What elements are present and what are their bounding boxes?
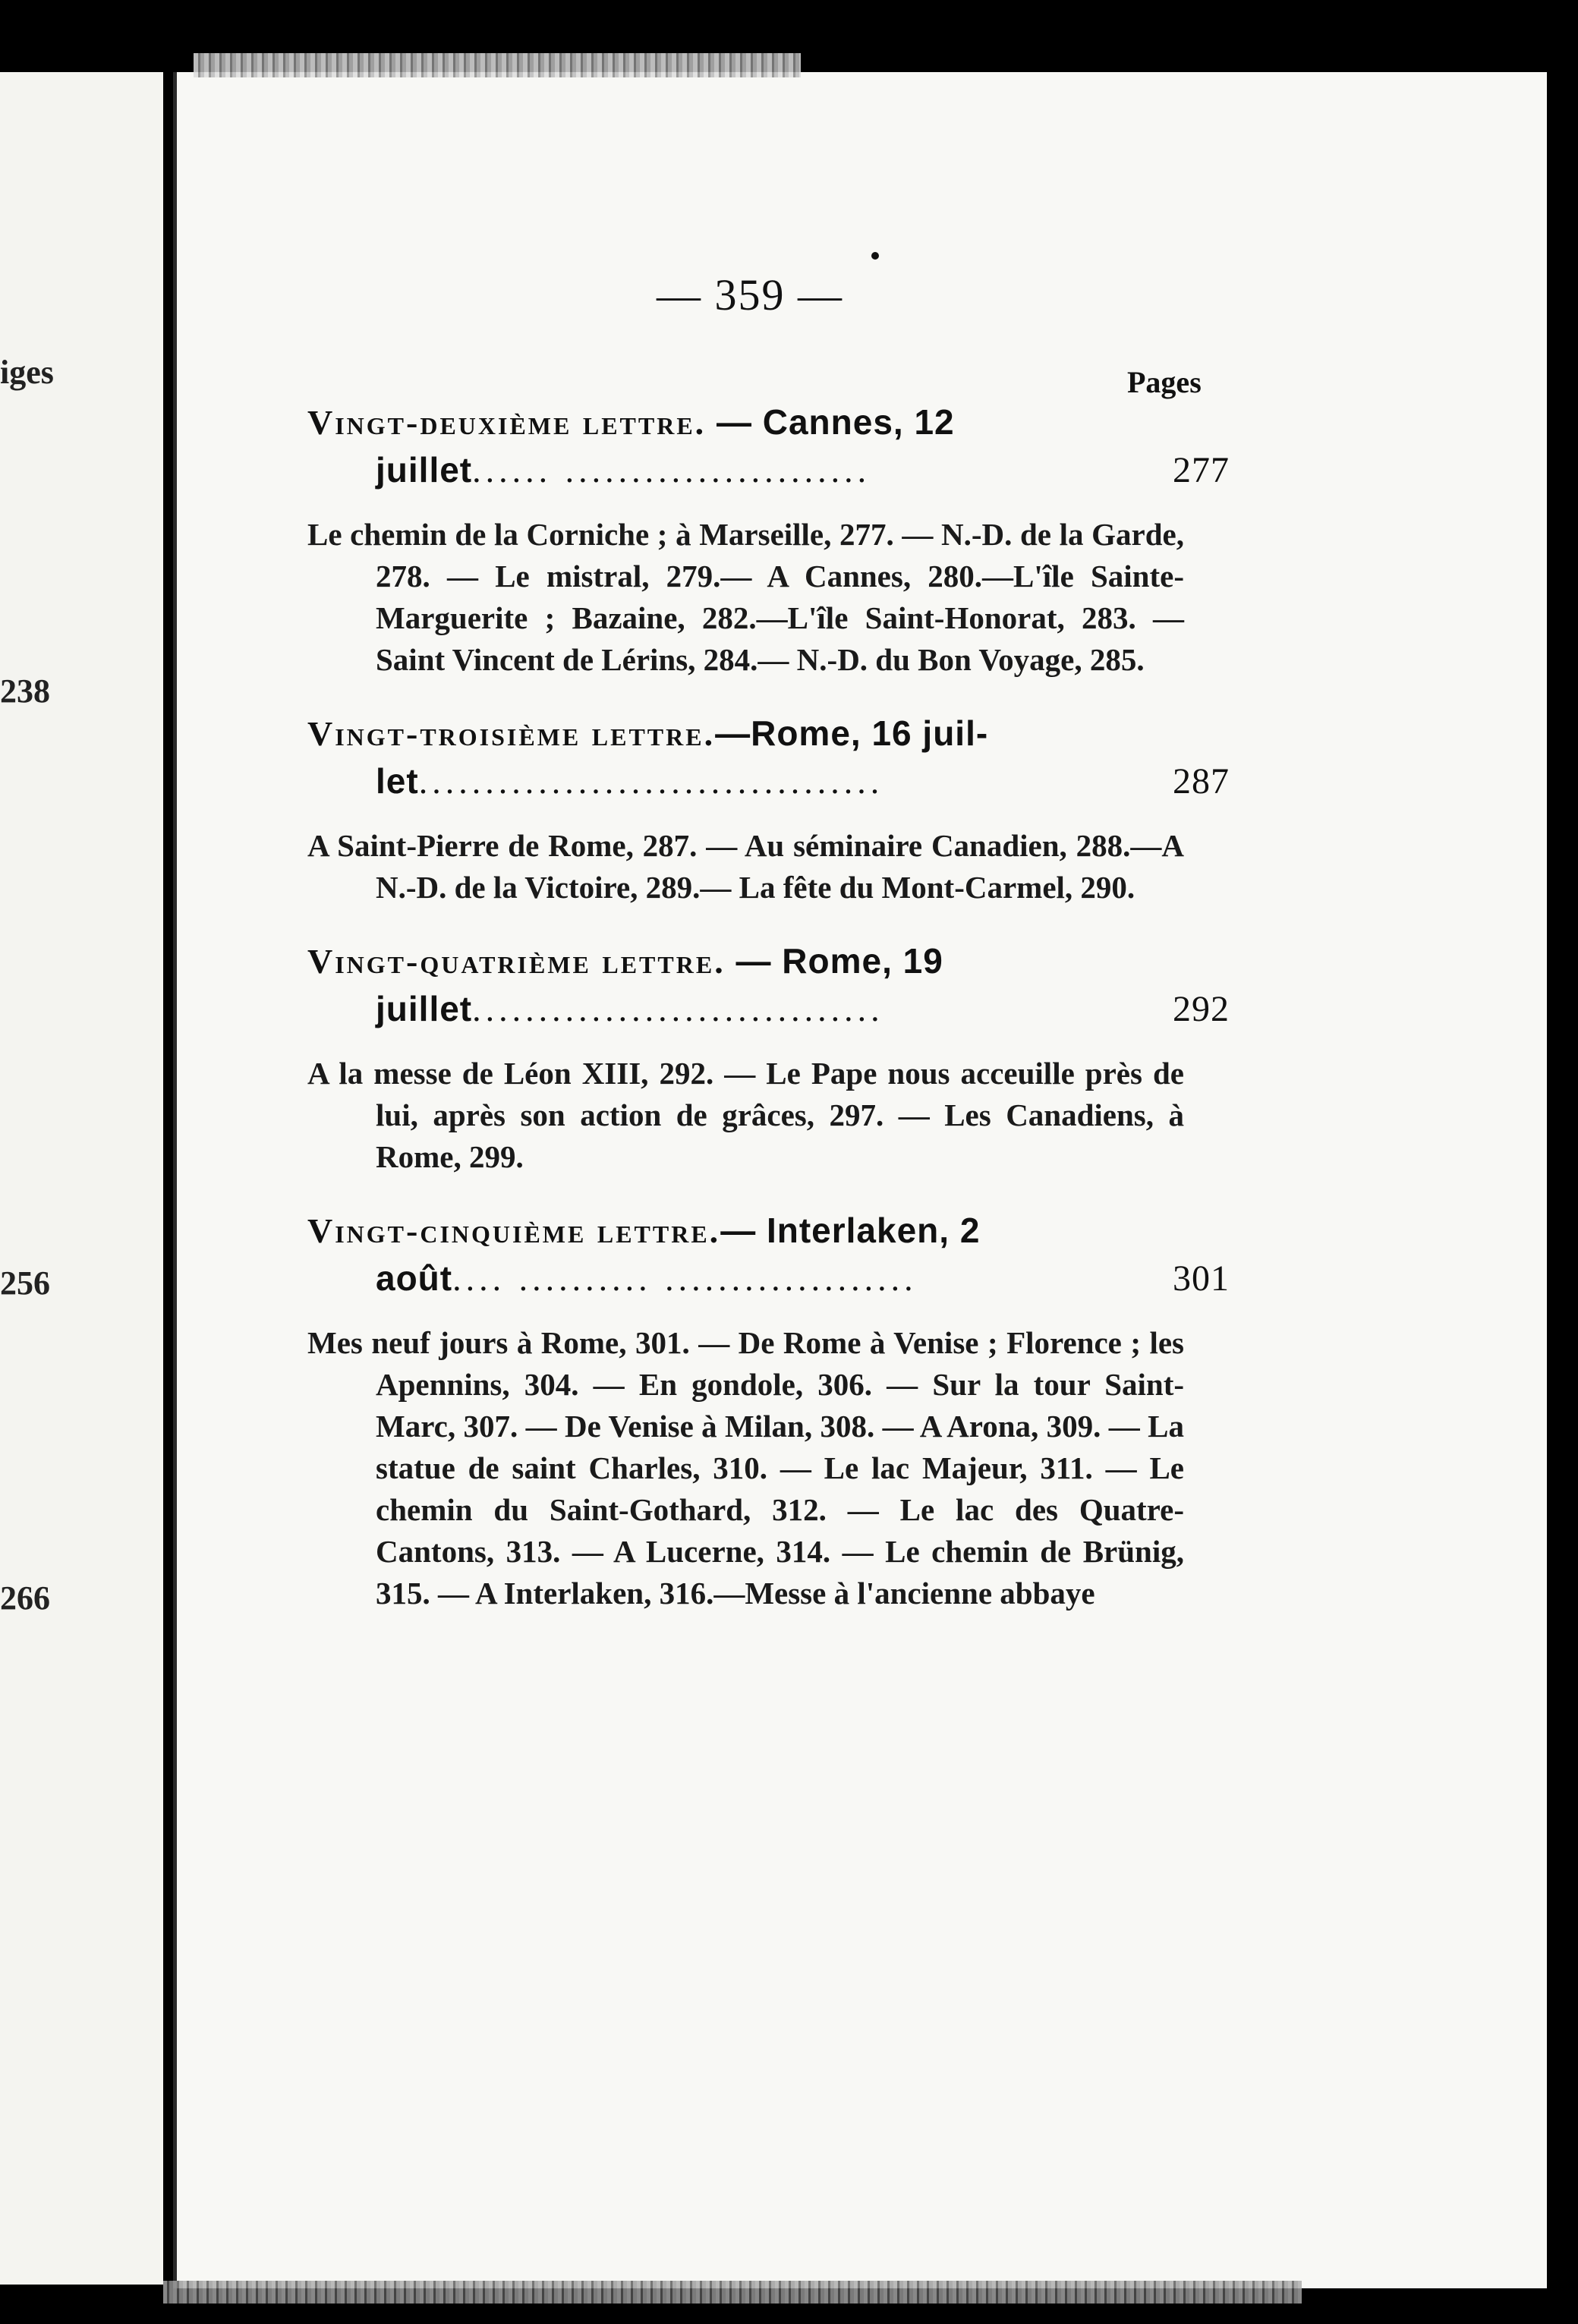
table-of-contents — [307, 398, 1230, 1643]
left-page-number-2: 256 — [0, 1264, 50, 1302]
dot-leader: ................................... — [418, 762, 884, 801]
toc-entry — [307, 937, 1230, 1178]
dot-leader: ...... ....................... — [472, 451, 871, 490]
toc-summary: A Saint-Pierre de Rome, 287. — Au séminaire Canadien, 288.—A N.-D. de la Victoire, 289.— La fête du Mont-Carmel, 290. — [307, 828, 1184, 905]
letter-title: Vingt-troisième lettre. — [307, 714, 716, 753]
toc-entry — [307, 1207, 1230, 1614]
letter-date-cont: juillet — [376, 450, 473, 490]
page-ref: 277 — [1173, 450, 1230, 490]
toc-heading — [307, 710, 1230, 805]
letter-place-date: —Rome, 16 juil- — [715, 713, 989, 753]
page-number: — 359 — — [657, 270, 843, 320]
toc-summary: A la messe de Léon XIII, 292. — Le Pape nous acceuille près de lui, après son action de grâces, 297. — Les Canadiens, à Rome, 299. — [307, 1056, 1184, 1174]
toc-summary: Le chemin de la Corniche ; à Marseille, 277. — N.-D. de la Garde, 278. — Le mistral, 279.— A Cannes, 280.—L'île Sainte-Marguerite ; Bazaine, 282.—L'île Saint-Honorat, 283. — Saint Vincent de Lérins, 284.— N.-D. du Bon Voyage, 285. — [307, 517, 1184, 677]
toc-summary: Mes neuf jours à Rome, 301. — De Rome à Venise ; Florence ; les Apennins, 304. — En gondole, 306. — Sur la tour Saint-Marc, 307. — De Venise à Milan, 308. — A Arona, 309. — La statue de saint Charles, 310. — Le lac Majeur, 311. — Le chemin du Saint-Gothard, 312. — Le lac des Quatre-Cantons, 313. — A Lucerne, 314. — Le chemin de Brünig, 315. — A Interlaken, 316.—Messe à l'ancienne abbaye — [307, 1325, 1184, 1611]
left-page-number-1: 238 — [0, 672, 50, 710]
dot-leader: ............................... — [472, 990, 884, 1028]
letter-date-cont: let — [376, 761, 419, 801]
letter-place-date: — Rome, 19 — [725, 941, 943, 981]
letter-place-date: — Interlaken, 2 — [720, 1211, 981, 1250]
scan-edge-top — [194, 53, 801, 77]
letter-date-cont: août — [376, 1258, 453, 1298]
letter-date-cont: juillet — [376, 989, 473, 1028]
page-ref: 301 — [1173, 1258, 1230, 1299]
toc-entry — [307, 710, 1230, 909]
toc-entry — [307, 398, 1230, 681]
left-page-fragment — [0, 72, 163, 2285]
ink-dot — [871, 252, 879, 260]
toc-heading — [307, 937, 1230, 1033]
letter-title: Vingt-cinquième lettre. — [307, 1211, 721, 1250]
toc-heading — [307, 1207, 1230, 1302]
letter-place-date: — Cannes, 12 — [706, 402, 955, 442]
dot-leader: .... .......... ................... — [452, 1259, 918, 1298]
toc-heading — [307, 398, 1230, 494]
letter-title: Vingt-quatrième lettre. — [307, 942, 726, 981]
page-ref: 287 — [1173, 761, 1230, 801]
pages-column-header: Pages — [1127, 365, 1202, 399]
letter-title: Vingt-deuxième lettre. — [307, 403, 707, 442]
left-page-number-3: 266 — [0, 1579, 50, 1617]
left-page-pages-label: iges — [0, 354, 54, 391]
page-ref: 292 — [1173, 989, 1230, 1029]
scan-edge-bottom — [163, 2281, 1302, 2304]
